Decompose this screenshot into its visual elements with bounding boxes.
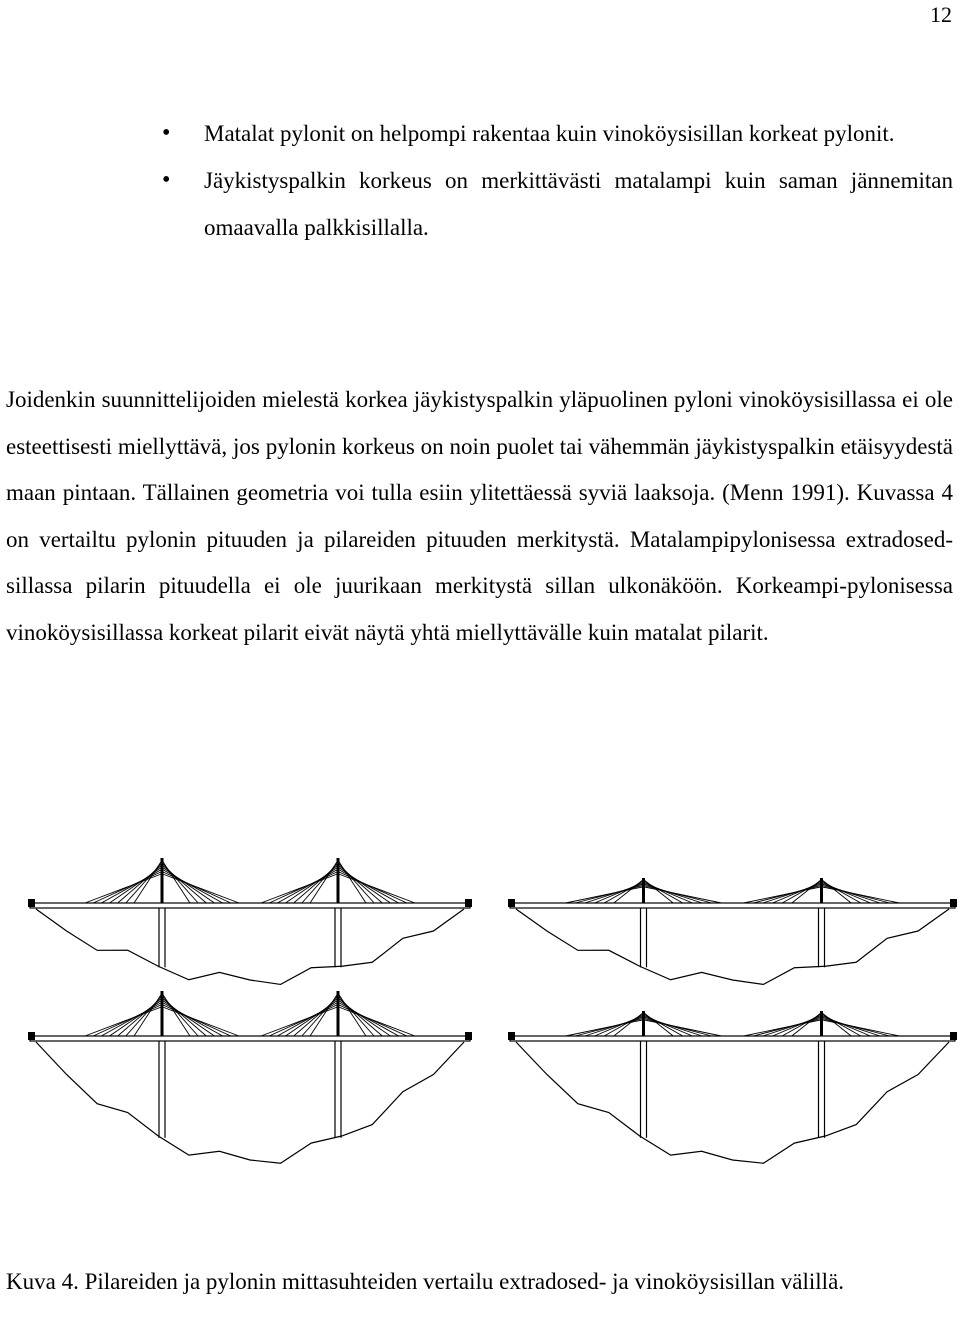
abutment	[950, 1032, 957, 1040]
abutment	[508, 1032, 515, 1040]
stay-cable	[782, 881, 821, 903]
stay-cable	[644, 1015, 693, 1036]
stay-cable	[644, 881, 683, 903]
stay-cable	[302, 863, 338, 904]
stay-cable	[118, 998, 162, 1036]
stay-cable	[822, 1015, 871, 1036]
abutment	[465, 1032, 472, 1040]
stay-cable	[261, 1007, 338, 1036]
valley-outline	[36, 1042, 464, 1163]
stay-cable	[162, 869, 223, 903]
stay-cable	[162, 1002, 223, 1036]
stay-cable	[338, 1002, 399, 1036]
stay-cable	[162, 998, 206, 1036]
stay-cable	[744, 887, 822, 903]
stay-cable	[101, 1002, 162, 1036]
valley-outline	[516, 1042, 949, 1163]
stay-cable	[822, 884, 881, 903]
bridge-deck	[30, 1036, 470, 1041]
stay-cable	[261, 874, 338, 903]
stay-cable	[338, 869, 399, 903]
abutment	[508, 899, 515, 907]
stay-cable	[604, 1014, 643, 1036]
stay-cable	[595, 882, 644, 903]
stay-cable	[338, 996, 374, 1037]
stay-cable	[338, 867, 390, 903]
stay-cable	[585, 1017, 644, 1036]
stay-cable	[822, 1020, 900, 1036]
bridge-figure	[0, 850, 960, 1190]
stay-cable	[294, 998, 338, 1036]
valley-outline	[36, 909, 464, 984]
stay-cable	[822, 1017, 881, 1036]
bridge-diagrams	[0, 850, 960, 1190]
stay-cable	[604, 881, 643, 903]
stay-cable	[595, 1015, 644, 1036]
stay-cable	[782, 1014, 821, 1036]
body-paragraph: Joidenkin suunnittelijoiden mielestä korkea jäykistyspalkin yläpuolinen pyloni vinoköysisillassa ei ole esteettisesti miellyttävä, jos pylonin korkeus on noin puolet tai vähemmän jäykistyspalkin etäisyydestä maan pintaan. Tällainen geometria voi tulla esiin ylitettäessä syviä laaksoja. (Menn 1991). Kuvassa 4 on vertailtu pylonin pituuden ja pilareiden pituuden merkitystä. Matalampipylonisessa extradosed-sillassa pilarin pituudella ei ole juurikaan merkitystä sillan ulkonäköön. Korkeampi-pylonisessa vinoköysisillassa korkeat pilarit eivät näytä yhtä miellyttävälle kuin matalat pilarit.	[6, 387, 953, 645]
stay-cable	[101, 869, 162, 903]
page-number: 12	[930, 2, 952, 27]
stay-cable	[286, 1000, 338, 1036]
stay-cable	[85, 874, 162, 903]
stay-cable	[162, 867, 214, 903]
stay-cable	[338, 1007, 415, 1036]
stay-cable	[85, 1007, 162, 1036]
stay-cable	[162, 874, 239, 903]
stay-cable	[294, 865, 338, 903]
stay-cable	[162, 863, 198, 904]
abutment	[28, 899, 35, 907]
bridge-deck	[510, 1036, 955, 1041]
bridge-deck	[30, 903, 470, 908]
stay-cable	[644, 1020, 722, 1036]
stay-cable	[302, 996, 338, 1037]
stay-cable	[644, 1014, 683, 1036]
stay-cable	[162, 1007, 239, 1036]
stay-cable	[162, 996, 198, 1037]
stay-cable	[822, 882, 871, 903]
valley-outline	[516, 909, 949, 984]
stay-cable	[126, 863, 162, 904]
stay-cable	[773, 1015, 822, 1036]
stay-cable	[644, 884, 703, 903]
bridge-deck	[510, 903, 955, 908]
bullet-list	[0, 110, 953, 251]
stay-cable	[118, 865, 162, 903]
stay-cable	[110, 1000, 162, 1036]
stay-cable	[822, 881, 861, 903]
stay-cable	[338, 874, 415, 903]
stay-cable	[277, 1002, 338, 1036]
stay-cable	[822, 887, 900, 903]
stay-cable	[763, 1017, 822, 1036]
stay-cable	[822, 1014, 861, 1036]
stay-cable	[744, 1020, 822, 1036]
stay-cable	[162, 1000, 214, 1036]
stay-cable	[566, 1020, 644, 1036]
figure-caption: Kuva 4. Pilareiden ja pylonin mittasuhteiden vertailu extradosed- ja vinoköysisillan välillä.	[6, 1269, 845, 1294]
stay-cable	[773, 882, 822, 903]
stay-cable	[644, 882, 693, 903]
stay-cable	[277, 869, 338, 903]
stay-cable	[338, 865, 382, 903]
stay-cable	[644, 887, 722, 903]
stay-cable	[338, 863, 374, 904]
stay-cable	[585, 884, 644, 903]
stay-cable	[286, 867, 338, 903]
stay-cable	[110, 867, 162, 903]
bullet-item: • Jäykistyspalkin korkeus on merkittävästi matalampi kuin saman jännemitan omaavalla palkkisillalla.	[0, 157, 953, 251]
stay-cable	[566, 887, 644, 903]
stay-cable	[338, 998, 382, 1036]
stay-cable	[644, 1017, 703, 1036]
abutment	[28, 1032, 35, 1040]
abutment	[465, 899, 472, 907]
stay-cable	[126, 996, 162, 1037]
abutment	[950, 899, 957, 907]
stay-cable	[162, 865, 206, 903]
stay-cable	[338, 1000, 390, 1036]
stay-cable	[763, 884, 822, 903]
bullet-item: • Matalat pylonit on helpompi rakentaa kuin vinoköysisillan korkeat pylonit.	[0, 110, 953, 157]
